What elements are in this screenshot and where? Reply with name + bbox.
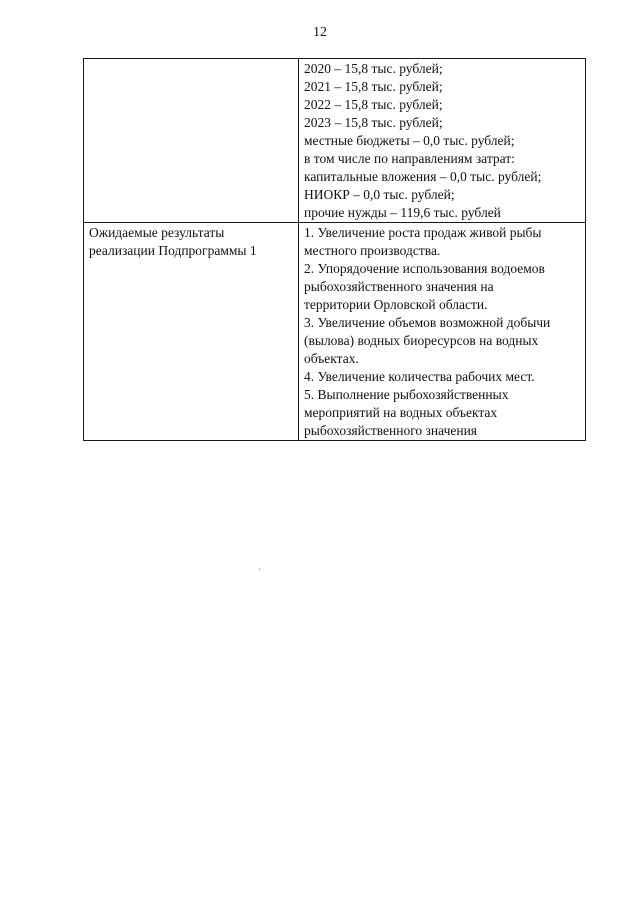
result-line-10: 5. Выполнение рыбохозяйственных — [304, 387, 509, 402]
expected-results-label-cell — [84, 223, 299, 441]
result-line-8: объектах. — [304, 351, 359, 366]
result-line-6: 3. Увеличение объемов возможной добычи — [304, 315, 551, 330]
funding-line-2023: 2023 – 15,8 тыс. рублей; — [304, 115, 443, 130]
result-line-3: 2. Упорядочение использования водоемов — [304, 261, 545, 276]
result-line-2: местного производства. — [304, 243, 441, 258]
table-row-funding — [84, 59, 586, 223]
result-line-11: мероприятий на водных объектах — [304, 405, 498, 420]
page-number: 12 — [313, 25, 327, 40]
result-line-12: рыбохозяйственного значения — [304, 423, 478, 438]
funding-line-other-needs: прочие нужды – 119,6 тыс. рублей — [304, 205, 501, 220]
result-line-7: (вылова) водных биоресурсов на водных — [304, 333, 539, 348]
funding-line-niokr: НИОКР – 0,0 тыс. рублей; — [304, 187, 455, 202]
funding-line-2021: 2021 – 15,8 тыс. рублей; — [304, 79, 443, 94]
result-line-9: 4. Увеличение количества рабочих мест. — [304, 369, 535, 384]
scan-speck — [259, 568, 260, 570]
funding-line-local-budgets: местные бюджеты – 0,0 тыс. рублей; — [304, 133, 515, 148]
table-row-expected-results — [84, 223, 586, 441]
expected-results-label-line-2: реализации Подпрограммы 1 — [89, 243, 257, 258]
funding-line-2022: 2022 – 15,8 тыс. рублей; — [304, 97, 443, 112]
funding-line-2020: 2020 – 15,8 тыс. рублей; — [304, 61, 443, 76]
expected-results-cell — [299, 223, 586, 441]
result-line-4: рыбохозяйственного значения на — [304, 279, 494, 294]
subprogram-passport-table — [83, 58, 586, 441]
result-line-1: 1. Увеличение роста продаж живой рыбы — [304, 225, 542, 240]
funding-line-by-direction: в том числе по направлениям затрат: — [304, 151, 515, 166]
table-cell-empty — [84, 59, 299, 223]
expected-results-label-line-1: Ожидаемые результаты — [89, 225, 225, 240]
result-line-5: территории Орловской области. — [304, 297, 488, 312]
funding-line-capital: капитальные вложения – 0,0 тыс. рублей; — [304, 169, 542, 184]
funding-details-cell — [299, 59, 586, 223]
